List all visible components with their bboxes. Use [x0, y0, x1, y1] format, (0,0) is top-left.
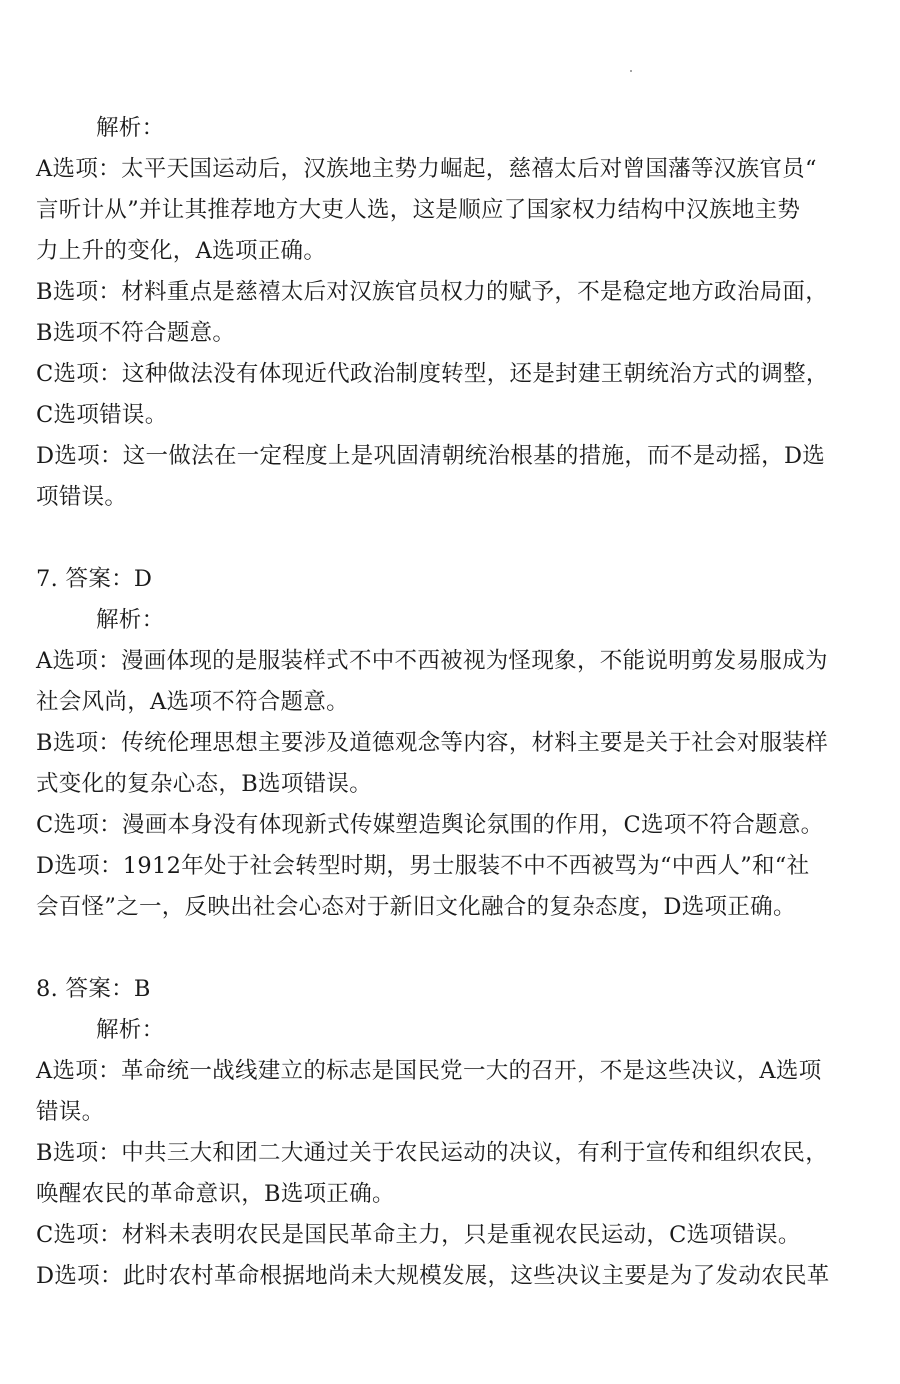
analysis-label: 解析：	[96, 607, 165, 633]
analysis-line: 错误。	[36, 1099, 105, 1125]
analysis-line: C选项：漫画本身没有体现新式传媒塑造舆论氛围的作用，C选项不符合题意。	[36, 812, 824, 838]
analysis-line: 社会风尚，A选项不符合题意。	[36, 689, 349, 715]
analysis-line: C选项错误。	[36, 402, 168, 428]
analysis-line: B选项不符合题意。	[36, 320, 236, 346]
analysis-label: 解析：	[96, 1017, 165, 1043]
section-gap	[36, 928, 866, 969]
analysis-label: 解析：	[96, 115, 165, 141]
analysis-line: D选项：这一做法在一定程度上是巩固清朝统治根基的措施，而不是动摇，D选	[36, 443, 826, 469]
analysis-line: A选项：革命统一战线建立的标志是国民党一大的召开，不是这些决议，A选项	[36, 1058, 822, 1084]
analysis-line: B选项：传统伦理思想主要涉及道德观念等内容，材料主要是关于社会对服装样	[36, 730, 829, 756]
analysis-line: 唤醒农民的革命意识，B选项正确。	[36, 1181, 395, 1207]
analysis-line: B选项：中共三大和团二大通过关于农民运动的决议，有利于宣传和组织农民，	[36, 1140, 829, 1166]
analysis-line: 项错误。	[36, 484, 128, 510]
answer-heading-q7: 7. 答案：D	[36, 566, 153, 592]
analysis-line: 会百怪”之一，反映出社会心态对于新旧文化融合的复杂态度，D选项正确。	[36, 894, 796, 920]
analysis-line: A选项：太平天国运动后，汉族地主势力崛起，慈禧太后对曾国藩等汉族官员“	[36, 156, 817, 182]
analysis-line: D选项：此时农村革命根据地尚未大规模发展，这些决议主要是为了发动农民革	[36, 1263, 830, 1289]
answer-heading-q8: 8. 答案：B	[36, 976, 151, 1002]
section-gap	[36, 518, 866, 559]
analysis-line: 式变化的复杂心态，B选项错误。	[36, 771, 373, 797]
analysis-line: 言听计从”并让其推荐地方大吏人选，这是顺应了国家权力结构中汉族地主势	[36, 197, 801, 223]
analysis-line: A选项：漫画体现的是服装样式不中不西被视为怪现象，不能说明剪发易服成为	[36, 648, 828, 674]
analysis-line: D选项：1912年处于社会转型时期，男士服装不中不西被骂为“中西人”和“社	[36, 853, 810, 879]
analysis-line: C选项：这种做法没有体现近代政治制度转型，还是封建王朝统治方式的调整，	[36, 361, 829, 387]
analysis-line: C选项：材料未表明农民是国民革命主力，只是重视农民运动，C选项错误。	[36, 1222, 801, 1248]
scan-speck	[630, 70, 632, 72]
answer-analysis-text	[36, 108, 866, 1297]
analysis-line: B选项：材料重点是慈禧太后对汉族官员权力的赋予，不是稳定地方政治局面，	[36, 279, 829, 305]
analysis-line: 力上升的变化，A选项正确。	[36, 238, 327, 264]
